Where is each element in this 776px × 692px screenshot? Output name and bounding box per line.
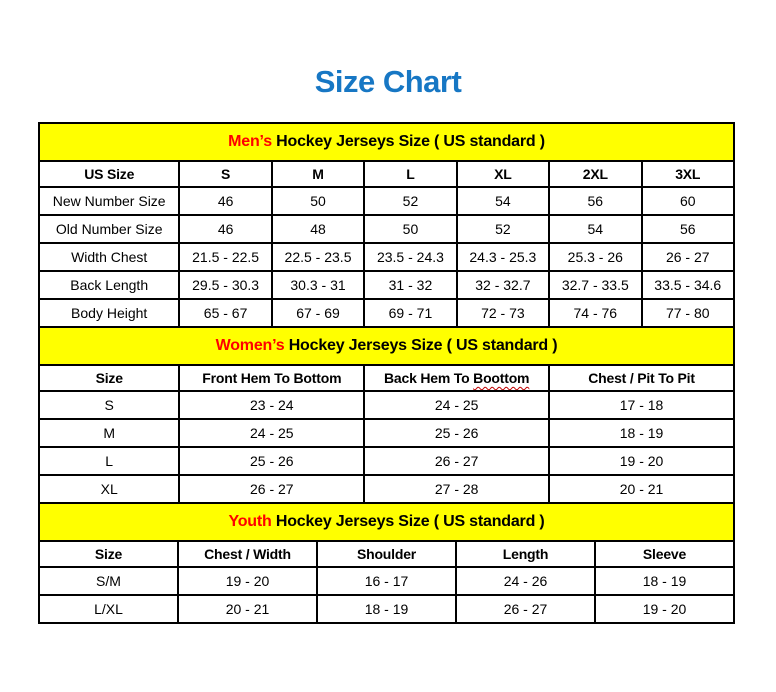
column-header: Shoulder bbox=[317, 541, 456, 567]
table-row bbox=[39, 215, 734, 243]
table-row bbox=[39, 391, 734, 419]
data-cell: 22.5 - 23.5 bbox=[272, 243, 364, 271]
row-label: M bbox=[39, 419, 179, 447]
banner-text: Hockey Jerseys Size ( US standard ) bbox=[271, 513, 545, 530]
data-cell: 24 - 26 bbox=[456, 567, 595, 595]
data-cell: 25.3 - 26 bbox=[549, 243, 641, 271]
data-cell: 54 bbox=[457, 187, 549, 215]
youth-header-row bbox=[39, 541, 734, 567]
data-cell: 20 - 21 bbox=[549, 475, 734, 503]
row-label: Old Number Size bbox=[39, 215, 179, 243]
youth-banner-row bbox=[39, 503, 734, 541]
size-chart-tables bbox=[38, 122, 735, 624]
data-cell: 25 - 26 bbox=[179, 447, 364, 475]
banner-text: Hockey Jerseys Size ( US standard ) bbox=[284, 337, 558, 354]
column-header: 2XL bbox=[549, 161, 641, 187]
row-label: S bbox=[39, 391, 179, 419]
table-row bbox=[39, 419, 734, 447]
column-header: XL bbox=[457, 161, 549, 187]
column-header: 3XL bbox=[642, 161, 735, 187]
womens-size-table bbox=[38, 326, 735, 504]
table-row bbox=[39, 187, 734, 215]
data-cell: 48 bbox=[272, 215, 364, 243]
youth-size-table bbox=[38, 502, 735, 624]
data-cell: 26 - 27 bbox=[179, 475, 364, 503]
data-cell: 32.7 - 33.5 bbox=[549, 271, 641, 299]
banner-text: Hockey Jerseys Size ( US standard ) bbox=[271, 133, 545, 150]
data-cell: 26 - 27 bbox=[456, 595, 595, 623]
data-cell: 20 - 21 bbox=[178, 595, 317, 623]
youth-table-banner bbox=[39, 503, 734, 541]
table-row bbox=[39, 595, 734, 623]
data-cell: 27 - 28 bbox=[364, 475, 549, 503]
data-cell: 69 - 71 bbox=[364, 299, 456, 327]
column-header: Back Hem To Boottom bbox=[364, 365, 549, 391]
data-cell: 56 bbox=[549, 187, 641, 215]
banner-highlight-text: Women’s bbox=[215, 337, 285, 354]
data-cell: 50 bbox=[272, 187, 364, 215]
data-cell: 17 - 18 bbox=[549, 391, 734, 419]
data-cell: 25 - 26 bbox=[364, 419, 549, 447]
mens-header-row bbox=[39, 161, 734, 187]
data-cell: 24.3 - 25.3 bbox=[457, 243, 549, 271]
row-label: Width Chest bbox=[39, 243, 179, 271]
column-header: US Size bbox=[39, 161, 179, 187]
column-header: Chest / Pit To Pit bbox=[549, 365, 734, 391]
row-label: Body Height bbox=[39, 299, 179, 327]
mens-size-table bbox=[38, 122, 735, 328]
table-row bbox=[39, 447, 734, 475]
misspelled-word: Boottom bbox=[473, 370, 530, 386]
data-cell: 24 - 25 bbox=[179, 419, 364, 447]
mens-banner-row bbox=[39, 123, 734, 161]
data-cell: 26 - 27 bbox=[364, 447, 549, 475]
data-cell: 56 bbox=[642, 215, 735, 243]
data-cell: 23.5 - 24.3 bbox=[364, 243, 456, 271]
data-cell: 60 bbox=[642, 187, 735, 215]
table-row bbox=[39, 475, 734, 503]
table-row bbox=[39, 567, 734, 595]
data-cell: 31 - 32 bbox=[364, 271, 456, 299]
womens-banner-row bbox=[39, 327, 734, 365]
column-header: Size bbox=[39, 365, 179, 391]
mens-table-banner bbox=[39, 123, 734, 161]
data-cell: 72 - 73 bbox=[457, 299, 549, 327]
data-cell: 19 - 20 bbox=[549, 447, 734, 475]
column-header: L bbox=[364, 161, 456, 187]
column-header: M bbox=[272, 161, 364, 187]
data-cell: 18 - 19 bbox=[549, 419, 734, 447]
column-header: Front Hem To Bottom bbox=[179, 365, 364, 391]
womens-table-banner bbox=[39, 327, 734, 365]
data-cell: 18 - 19 bbox=[595, 567, 734, 595]
data-cell: 54 bbox=[549, 215, 641, 243]
column-header: Chest / Width bbox=[178, 541, 317, 567]
table-row bbox=[39, 299, 734, 327]
column-header: Sleeve bbox=[595, 541, 734, 567]
data-cell: 23 - 24 bbox=[179, 391, 364, 419]
data-cell: 50 bbox=[364, 215, 456, 243]
row-label: S/M bbox=[39, 567, 178, 595]
data-cell: 26 - 27 bbox=[642, 243, 735, 271]
data-cell: 19 - 20 bbox=[595, 595, 734, 623]
column-header: Length bbox=[456, 541, 595, 567]
data-cell: 18 - 19 bbox=[317, 595, 456, 623]
banner-highlight-text: Youth bbox=[228, 513, 272, 530]
data-cell: 67 - 69 bbox=[272, 299, 364, 327]
data-cell: 52 bbox=[457, 215, 549, 243]
data-cell: 21.5 - 22.5 bbox=[179, 243, 271, 271]
data-cell: 74 - 76 bbox=[549, 299, 641, 327]
data-cell: 46 bbox=[179, 187, 271, 215]
data-cell: 33.5 - 34.6 bbox=[642, 271, 735, 299]
data-cell: 65 - 67 bbox=[179, 299, 271, 327]
data-cell: 77 - 80 bbox=[642, 299, 735, 327]
data-cell: 32 - 32.7 bbox=[457, 271, 549, 299]
row-label: New Number Size bbox=[39, 187, 179, 215]
womens-header-row bbox=[39, 365, 734, 391]
row-label: L bbox=[39, 447, 179, 475]
page-title: Size Chart bbox=[314, 64, 462, 99]
data-cell: 30.3 - 31 bbox=[272, 271, 364, 299]
row-label: L/XL bbox=[39, 595, 178, 623]
data-cell: 46 bbox=[179, 215, 271, 243]
row-label: XL bbox=[39, 475, 179, 503]
data-cell: 16 - 17 bbox=[317, 567, 456, 595]
table-row bbox=[39, 271, 734, 299]
row-label: Back Length bbox=[39, 271, 179, 299]
table-row bbox=[39, 243, 734, 271]
column-header: S bbox=[179, 161, 271, 187]
data-cell: 29.5 - 30.3 bbox=[179, 271, 271, 299]
column-header: Size bbox=[39, 541, 178, 567]
data-cell: 24 - 25 bbox=[364, 391, 549, 419]
banner-highlight-text: Men’s bbox=[228, 133, 272, 150]
data-cell: 52 bbox=[364, 187, 456, 215]
data-cell: 19 - 20 bbox=[178, 567, 317, 595]
